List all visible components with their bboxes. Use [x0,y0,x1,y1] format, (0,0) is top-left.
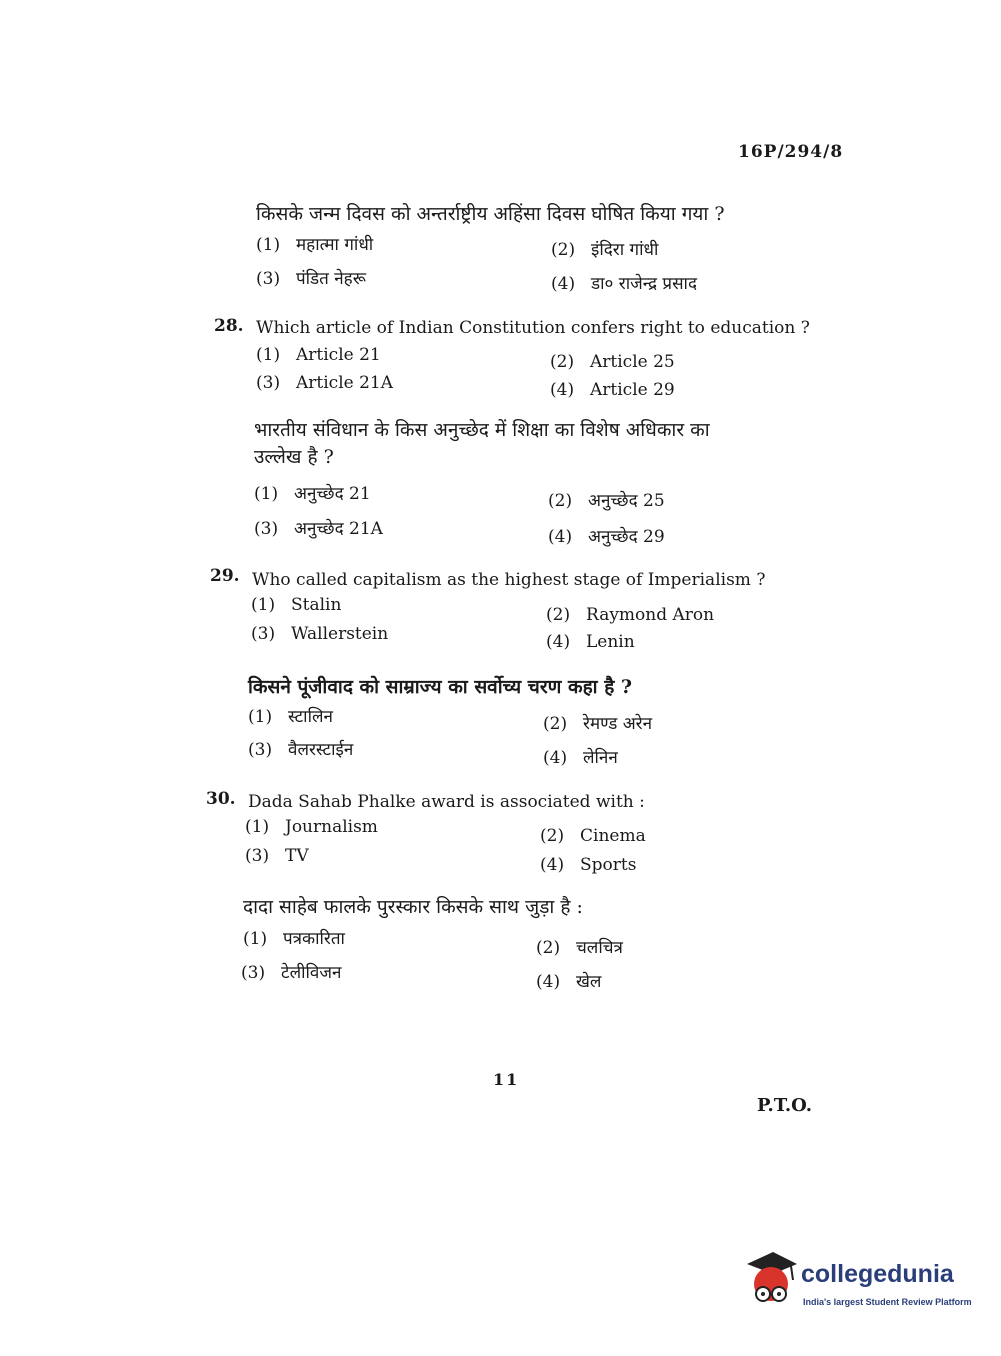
q28-option-1: (1) Article 21 [256,345,381,365]
question-30-text: Dada Sahab Phalke award is associated with : [248,792,645,812]
question-28-number: 28. [214,316,244,336]
q30-option-3: (3) TV [245,846,309,866]
q29-hindi-option-4: (4) लेनिन [543,748,618,768]
q28-hindi-option-4: (4) अनुच्छेद 29 [548,527,665,547]
q29-hindi-option-3: (3) वैलरस्टाईन [248,740,354,760]
q28-option-3: (3) Article 21A [256,373,394,393]
q30-option-2: (2) Cinema [540,826,646,846]
q28-option-2: (2) Article 25 [550,352,675,372]
q28-hindi-option-2: (2) अनुच्छेद 25 [548,491,665,511]
q28-hindi-option-3: (3) अनुच्छेद 21A [254,519,383,539]
q27-option-4: (4) डा० राजेन्द्र प्रसाद [551,274,697,294]
question-30-number: 30. [206,789,236,809]
q28-hindi-option-1: (1) अनुच्छेद 21 [254,484,371,504]
q29-option-2: (2) Raymond Aron [546,605,715,625]
q27-option-3: (3) पंडित नेहरू [256,269,366,289]
pto-label: P.T.O. [757,1095,813,1116]
question-27-hindi: किसके जन्म दिवस को अन्तर्राष्ट्रीय अहिंसा दिवस घोषित किया गया ? [256,203,725,225]
q30-option-4: (4) Sports [540,855,637,875]
mascot-icon [743,1250,799,1314]
q28-option-4: (4) Article 29 [550,380,675,400]
q30-hindi-option-2: (2) चलचित्र [536,938,623,958]
brand-tagline: India's largest Student Review Platform [803,1297,972,1307]
question-29-text: Who called capitalism as the highest stage of Imperialism ? [252,570,766,590]
question-28-hindi-line1: भारतीय संविधान के किस अनुच्छेद में शिक्षा का विशेष अधिकार का [254,419,710,441]
q29-option-1: (1) Stalin [251,595,342,615]
q30-hindi-option-3: (3) टेलीविजन [241,963,342,983]
question-28-hindi-line2: उल्लेख है ? [254,446,334,468]
q30-hindi-option-4: (4) खेल [536,972,602,992]
q29-option-3: (3) Wallerstein [251,624,389,644]
q27-option-1: (1) महात्मा गांधी [256,235,374,255]
q29-hindi-option-2: (2) रेमण्ड अरेन [543,714,653,734]
paper-code: 16P/294/8 [738,142,844,162]
collegedunia-logo [743,1250,973,1320]
brand-name: collegedunia [801,1260,954,1288]
q30-hindi-option-1: (1) पत्रकारिता [243,929,345,949]
question-29-hindi: किसने पूंजीवाद को साम्राज्य का सर्वोच्य चरण कहा है ? [248,676,633,698]
question-28-text: Which article of Indian Constitution confers right to education ? [256,318,810,338]
q30-option-1: (1) Journalism [245,817,378,837]
q27-option-2: (2) इंदिरा गांधी [551,240,659,260]
page-number: 11 [493,1070,520,1089]
q29-option-4: (4) Lenin [546,632,635,652]
question-29-number: 29. [210,566,240,586]
question-30-hindi: दादा साहेब फालके पुरस्कार किसके साथ जुड़ा है : [243,896,583,918]
q29-hindi-option-1: (1) स्टालिन [248,707,333,727]
